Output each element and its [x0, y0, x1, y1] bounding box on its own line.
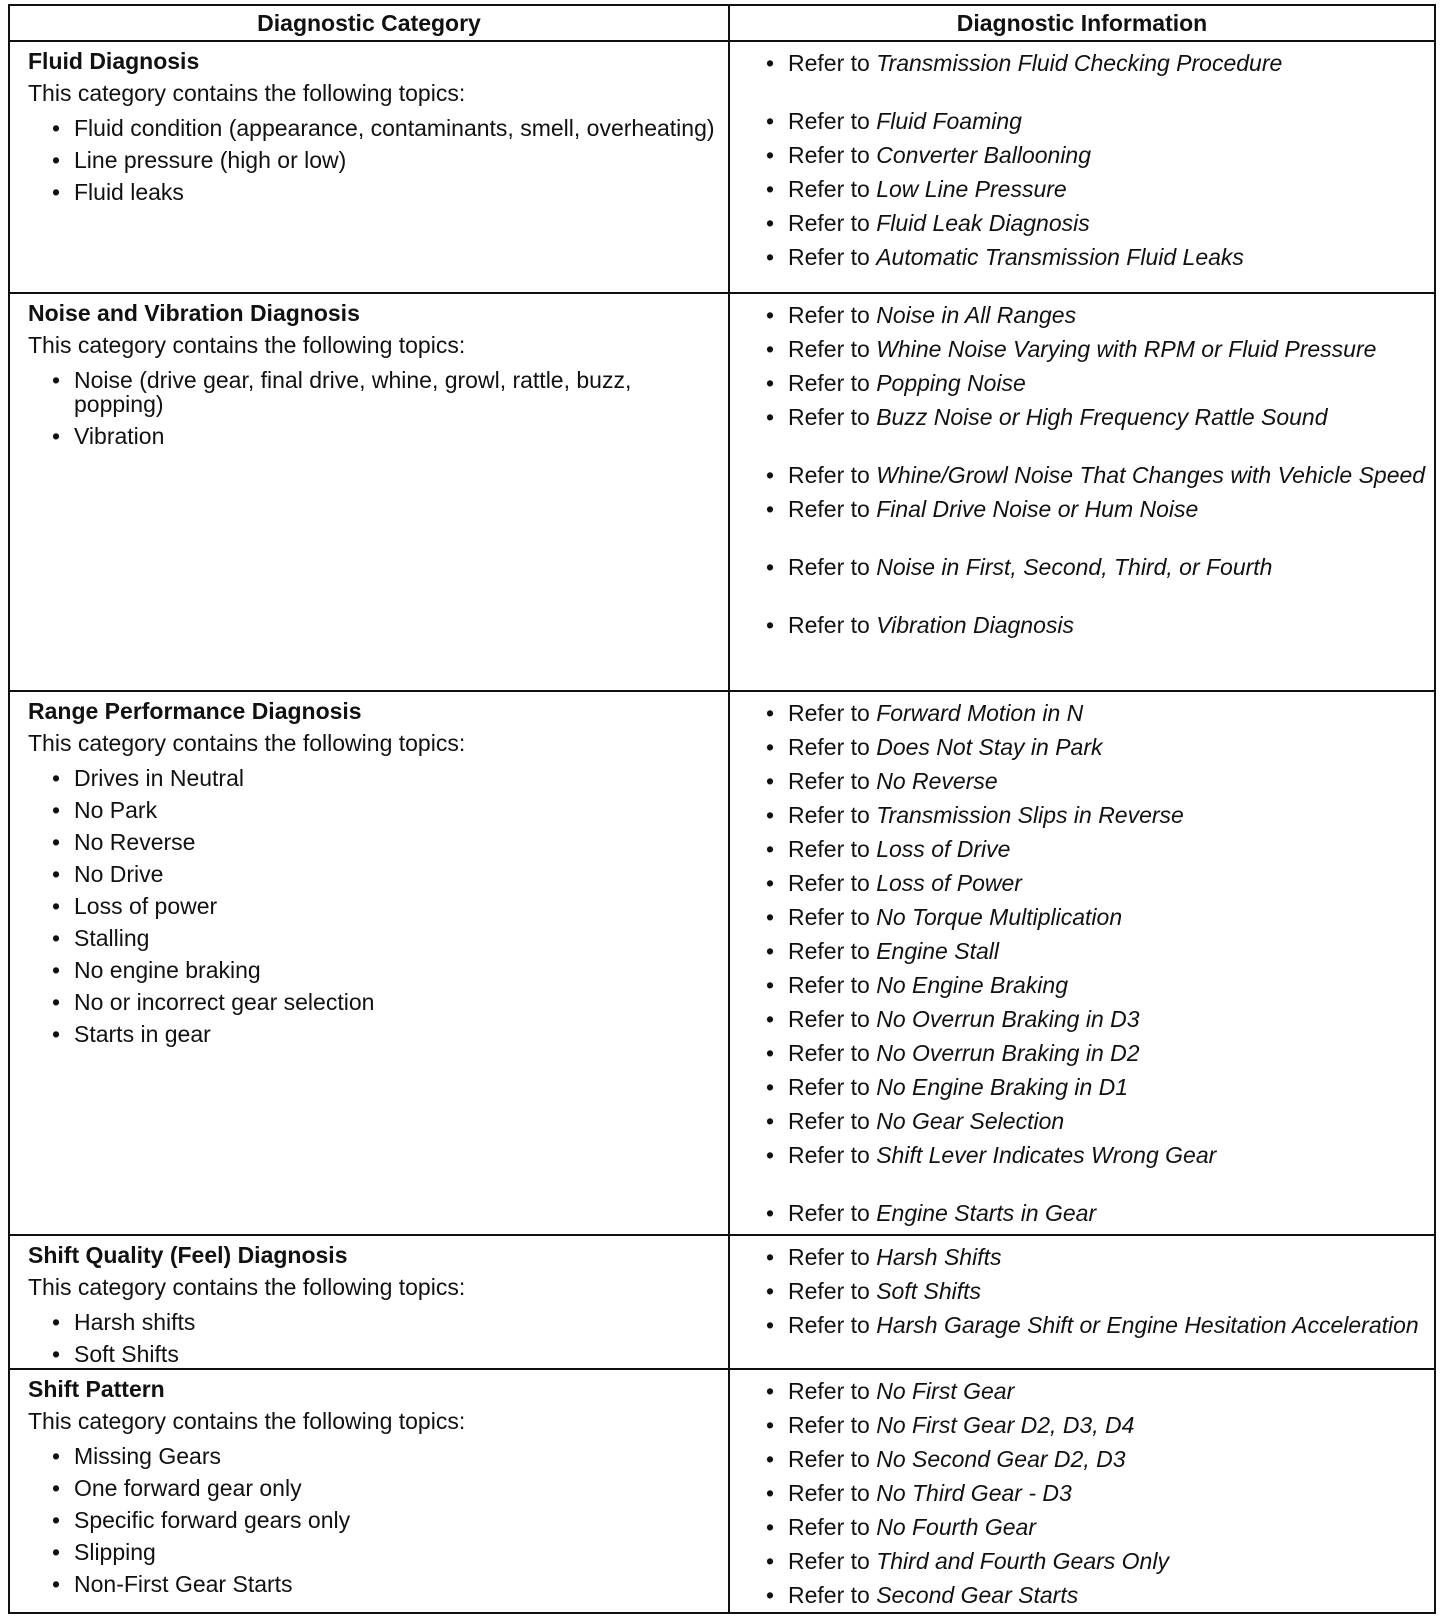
reference-title: Transmission Fluid Checking Procedure: [876, 50, 1283, 76]
reference-title: Buzz Noise or High Frequency Rattle Sound: [876, 403, 1328, 430]
topic-item: • Line pressure (high or low): [28, 148, 720, 172]
reference-title: No Torque Multiplication: [876, 903, 1123, 930]
reference-title: No First Gear D2, D3, D4: [876, 1412, 1135, 1439]
reference-title: Vibration Diagnosis: [876, 611, 1074, 638]
reference-title: Shift Lever Indicates Wrong Gear: [876, 1141, 1217, 1168]
topic-list: [28, 116, 720, 204]
reference-list: [730, 50, 1426, 270]
table-header-row: [9, 5, 1435, 41]
header-diagnostic-category: Diagnostic Category: [9, 5, 729, 41]
topic-item: • Fluid condition (appearance, contaminants, smell, overheating): [28, 116, 720, 140]
diagnostic-table: [8, 4, 1436, 1614]
topic-item: • No engine braking: [28, 958, 720, 982]
reference-item: [730, 1378, 1426, 1404]
reference-title: Engine Starts in Gear: [876, 1199, 1097, 1226]
reference-item: [730, 210, 1426, 236]
reference-title: Does Not Stay in Park: [876, 733, 1103, 760]
reference-prefix: Refer to: [788, 1378, 870, 1405]
reference-item: [730, 1244, 1426, 1270]
reference-item: [730, 1548, 1426, 1574]
reference-item: [730, 302, 1426, 328]
reference-prefix: Refer to: [788, 1548, 870, 1575]
reference-item: [730, 370, 1426, 396]
table-row: [9, 1369, 1435, 1613]
reference-item: [730, 1074, 1426, 1100]
reference-prefix: Refer to: [788, 553, 870, 580]
reference-prefix: Refer to: [788, 903, 870, 930]
reference-item: [730, 176, 1426, 202]
reference-title: No Gear Selection: [876, 1107, 1065, 1134]
category-title: Shift Quality (Feel) Diagnosis: [28, 1242, 348, 1269]
reference-item: [730, 1040, 1426, 1066]
category-intro: This category contains the following topics:: [28, 1274, 466, 1301]
reference-item: [730, 870, 1426, 896]
topic-item: • Drives in Neutral: [28, 766, 720, 790]
reference-list: [730, 302, 1426, 638]
reference-title: No Overrun Braking in D3: [876, 1005, 1140, 1032]
reference-title: No Fourth Gear: [876, 1514, 1037, 1541]
reference-prefix: Refer to: [788, 176, 870, 202]
reference-prefix: Refer to: [788, 1244, 870, 1271]
topic-list: [28, 1444, 720, 1596]
reference-title: Converter Ballooning: [876, 142, 1092, 168]
reference-title: No Second Gear D2, D3: [876, 1446, 1126, 1473]
topic-item: • Non-First Gear Starts: [28, 1572, 720, 1596]
category-title: Fluid Diagnosis: [28, 48, 200, 74]
reference-item: [730, 1446, 1426, 1472]
reference-prefix: Refer to: [788, 971, 870, 998]
reference-prefix: Refer to: [788, 1412, 870, 1439]
topic-item: • Vibration: [28, 424, 720, 448]
topic-item: • Soft Shifts: [28, 1342, 720, 1366]
topic-item: • Specific forward gears only: [28, 1508, 720, 1532]
info-cell: [729, 41, 1435, 293]
reference-title: No Engine Braking: [876, 971, 1069, 998]
reference-prefix: Refer to: [788, 461, 870, 488]
reference-prefix: Refer to: [788, 108, 870, 134]
reference-title: Loss of Drive: [876, 835, 1011, 862]
topic-list: [28, 766, 720, 1046]
category-title: Shift Pattern: [28, 1376, 165, 1403]
info-cell: [729, 691, 1435, 1235]
reference-item: [730, 1006, 1426, 1032]
reference-title: No Third Gear - D3: [876, 1480, 1072, 1507]
reference-item: [730, 404, 1426, 430]
reference-prefix: Refer to: [788, 1278, 870, 1305]
reference-prefix: Refer to: [788, 1312, 870, 1339]
reference-prefix: Refer to: [788, 1073, 870, 1100]
reference-item: [730, 700, 1426, 726]
reference-item: [730, 802, 1426, 828]
reference-prefix: Refer to: [788, 1107, 870, 1134]
reference-list: [730, 1244, 1426, 1338]
reference-prefix: Refer to: [788, 1199, 870, 1226]
reference-item: [730, 1480, 1426, 1506]
category-intro: This category contains the following topics:: [28, 729, 466, 756]
category-title: Noise and Vibration Diagnosis: [28, 299, 360, 326]
reference-item: [730, 938, 1426, 964]
reference-title: Harsh Garage Shift or Engine Hesitation Acceleration: [876, 1312, 1419, 1339]
reference-prefix: Refer to: [788, 244, 870, 270]
reference-item: [730, 1108, 1426, 1134]
reference-prefix: Refer to: [788, 142, 870, 168]
reference-title: No Overrun Braking in D2: [876, 1039, 1140, 1066]
topic-item: • No Park: [28, 798, 720, 822]
reference-title: Loss of Power: [876, 869, 1022, 896]
reference-item: [730, 1514, 1426, 1540]
topic-item: • Missing Gears: [28, 1444, 720, 1468]
info-cell: [729, 293, 1435, 691]
info-cell: [729, 1235, 1435, 1369]
category-intro: This category contains the following topics:: [28, 331, 466, 358]
topic-list: [28, 1310, 720, 1366]
reference-item: [730, 734, 1426, 760]
reference-prefix: Refer to: [788, 767, 870, 794]
reference-item: [730, 904, 1426, 930]
reference-prefix: Refer to: [788, 835, 870, 862]
reference-item: [730, 612, 1426, 638]
reference-item: [730, 1142, 1426, 1168]
category-intro: This category contains the following topics:: [28, 1408, 466, 1435]
category-cell: [9, 293, 729, 691]
topic-item: • No Reverse: [28, 830, 720, 854]
category-cell: [9, 691, 729, 1235]
reference-prefix: Refer to: [788, 1514, 870, 1541]
reference-title: Popping Noise: [876, 369, 1026, 396]
reference-prefix: Refer to: [788, 301, 870, 328]
reference-title: No Engine Braking in D1: [876, 1073, 1129, 1100]
reference-item: [730, 768, 1426, 794]
topic-list: [28, 368, 720, 448]
reference-item: [730, 50, 1426, 76]
reference-item: [730, 142, 1426, 168]
reference-prefix: Refer to: [788, 733, 870, 760]
reference-item: [730, 496, 1426, 522]
reference-title: Whine/Growl Noise That Changes with Vehicle Speed: [876, 461, 1426, 488]
reference-item: [730, 462, 1426, 488]
reference-title: Automatic Transmission Fluid Leaks: [876, 244, 1244, 270]
table-row: [9, 41, 1435, 293]
reference-title: Low Line Pressure: [876, 176, 1067, 202]
topic-item: • Harsh shifts: [28, 1310, 720, 1334]
reference-prefix: Refer to: [788, 937, 870, 964]
reference-prefix: Refer to: [788, 699, 870, 726]
reference-list: [730, 700, 1426, 1226]
reference-title: Noise in First, Second, Third, or Fourth: [876, 553, 1273, 580]
reference-item: [730, 336, 1426, 362]
info-cell: [729, 1369, 1435, 1613]
reference-prefix: Refer to: [788, 869, 870, 896]
reference-prefix: Refer to: [788, 1582, 870, 1609]
reference-prefix: Refer to: [788, 1039, 870, 1066]
reference-prefix: Refer to: [788, 335, 870, 362]
reference-list: [730, 1378, 1426, 1608]
topic-item: • Starts in gear: [28, 1022, 720, 1046]
category-intro: This category contains the following topics:: [28, 80, 466, 106]
topic-item: • One forward gear only: [28, 1476, 720, 1500]
table-row: [9, 1235, 1435, 1369]
reference-title: Harsh Shifts: [876, 1244, 1002, 1271]
reference-item: [730, 1278, 1426, 1304]
topic-item: • Fluid leaks: [28, 180, 720, 204]
reference-prefix: Refer to: [788, 1141, 870, 1168]
reference-title: Whine Noise Varying with RPM or Fluid Pressure: [876, 335, 1377, 362]
reference-prefix: Refer to: [788, 801, 870, 828]
reference-item: [730, 554, 1426, 580]
topic-item: • Noise (drive gear, final drive, whine, growl, rattle, buzz, popping): [28, 368, 720, 416]
reference-item: [730, 972, 1426, 998]
reference-title: Third and Fourth Gears Only: [876, 1548, 1169, 1575]
reference-item: [730, 836, 1426, 862]
category-cell: [9, 41, 729, 293]
reference-title: Second Gear Starts: [876, 1582, 1079, 1609]
reference-item: [730, 244, 1426, 270]
reference-item: [730, 1582, 1426, 1608]
category-cell: [9, 1235, 729, 1369]
header-diagnostic-information: Diagnostic Information: [729, 5, 1435, 41]
reference-title: Fluid Leak Diagnosis: [876, 210, 1090, 236]
category-title: Range Performance Diagnosis: [28, 697, 362, 724]
topic-item: • Stalling: [28, 926, 720, 950]
reference-title: Fluid Foaming: [876, 108, 1022, 134]
reference-item: [730, 1200, 1426, 1226]
topic-item: • No Drive: [28, 862, 720, 886]
reference-prefix: Refer to: [788, 1480, 870, 1507]
reference-prefix: Refer to: [788, 495, 870, 522]
topic-item: • No or incorrect gear selection: [28, 990, 720, 1014]
reference-prefix: Refer to: [788, 611, 870, 638]
reference-title: Noise in All Ranges: [876, 301, 1077, 328]
reference-prefix: Refer to: [788, 50, 870, 76]
reference-title: Final Drive Noise or Hum Noise: [876, 495, 1199, 522]
reference-prefix: Refer to: [788, 369, 870, 396]
reference-title: Soft Shifts: [876, 1278, 982, 1305]
category-cell: [9, 1369, 729, 1613]
table-row: [9, 293, 1435, 691]
reference-prefix: Refer to: [788, 403, 870, 430]
reference-title: Transmission Slips in Reverse: [876, 801, 1184, 828]
reference-prefix: Refer to: [788, 210, 870, 236]
table-row: [9, 691, 1435, 1235]
reference-prefix: Refer to: [788, 1005, 870, 1032]
reference-title: No Reverse: [876, 767, 998, 794]
topic-item: • Loss of power: [28, 894, 720, 918]
reference-title: No First Gear: [876, 1378, 1015, 1405]
reference-title: Engine Stall: [876, 937, 999, 964]
topic-item: • Slipping: [28, 1540, 720, 1564]
reference-item: [730, 1312, 1426, 1338]
reference-title: Forward Motion in N: [876, 699, 1084, 726]
reference-prefix: Refer to: [788, 1446, 870, 1473]
reference-item: [730, 1412, 1426, 1438]
reference-item: [730, 108, 1426, 134]
